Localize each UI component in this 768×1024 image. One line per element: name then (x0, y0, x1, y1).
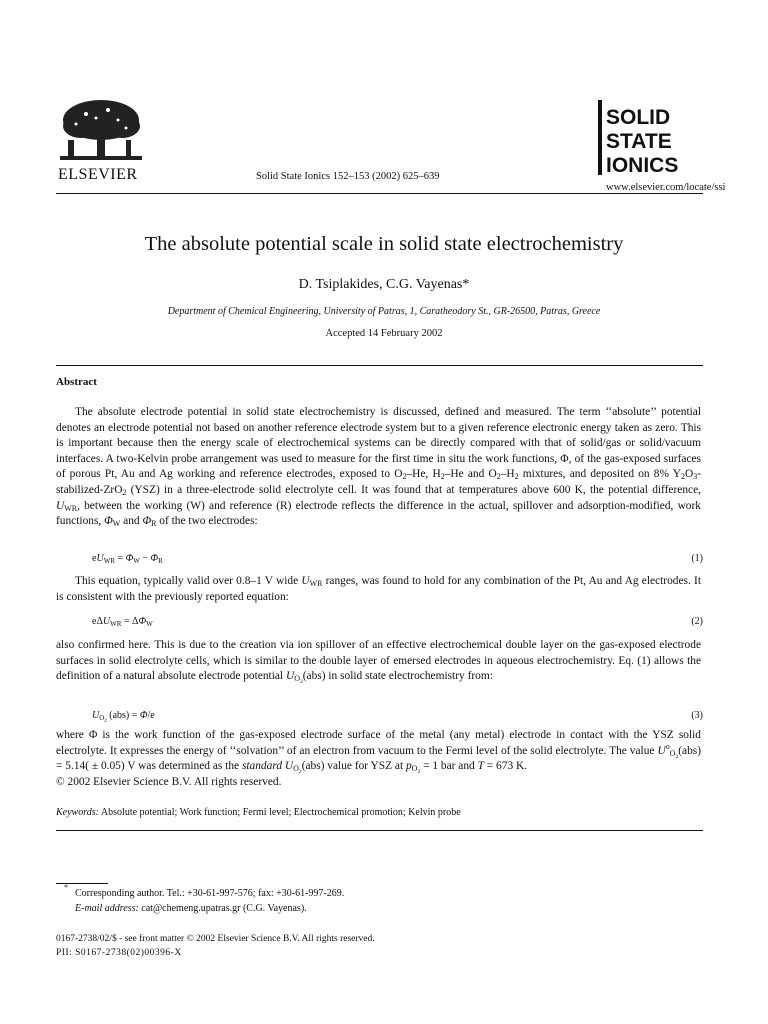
keywords (56, 807, 461, 818)
journal-logo-line: SOLID (606, 106, 671, 129)
abstract-paragraph: where Φ is the work function of the gas-exposed electrode surface of the metal (any metal) electrode in contact with the YSZ solid electrolyte. It expresses the energy of ‘‘solvation’’ of an electron from vacuum to the Fermi level of the solid electrolyte. The value $U^o_{O_2}(abs) = 5.14( \pm 0.05)$ V was determined as the standard $U_{O_2}(abs)$ value for YSZ at $p_{O_2} = 1$ bar and T = 673 K. © 2002 Elsevier Science B.V. All rights reserved. (56, 729, 702, 788)
accepted-date: Accepted 14 February 2002 (325, 328, 443, 339)
publisher-name: ELSEVIER (58, 166, 138, 183)
equation-2: $e\Delta U_{WR} = \Delta\Phi_W$ (2) (92, 616, 703, 628)
journal-logo-line: STATE (606, 130, 672, 153)
footnote-mark: * (64, 883, 68, 892)
abstract-paragraph: This equation, typically valid over 0.8–1 V wide $U_{WR}$ ranges, was found to hold for any combination of the Pt, Au and Ag electrodes. It is consistent with the previously reported equation: (56, 575, 701, 603)
equation-3: $U_{O_2}$ (abs) = Φ/e (3) (92, 710, 703, 724)
pii-line: PII: S0167-2738(02)00396-X (56, 948, 182, 958)
issn-line: 0167-2738/02/$ - see front matter © 2002 Elsevier Science B.V. All rights reserved. (56, 934, 375, 944)
journal-logo-bar (598, 100, 602, 175)
abstract-bottom-divider (56, 830, 703, 831)
journal-logo (606, 106, 678, 178)
email-link[interactable]: cat@chemeng.upatras.gr (C.G. Vayenas). (141, 903, 307, 914)
keywords-label: Keywords: (56, 807, 99, 818)
abstract-top-divider (56, 365, 703, 366)
authors: D. Tsiplakides, C.G. Vayenas* (298, 277, 470, 292)
affiliation: Department of Chemical Engineering, University of Patras, 1, Caratheodory St., GR-26500, Patras, Greece (167, 306, 601, 317)
keywords-text: Absolute potential; Work function; Fermi level; Electrochemical promotion; Kelvin probe (100, 807, 461, 818)
footnote-contact: Corresponding author. Tel.: +30-61-997-576; fax: +30-61-997-269. (75, 888, 345, 899)
equation-1: $eU_{WR} = \Phi_W - \Phi_R$ (1) (92, 553, 703, 565)
equation-number: (1) (691, 553, 703, 564)
abstract-paragraph: also confirmed here. This is due to the creation via ion spillover of an effective electrochemical double layer on the gas-exposed electrode surfaces in solid electrolyte cells, which is similar to the double layer of emersed electrodes in aqueous electrochemistry. Eq. (1) allows the definition of a natural absolute electrode potential $U_{O_2}(abs)$ in solid state electrochemistry from: (56, 639, 701, 686)
equation-number: (2) (691, 616, 703, 627)
journal-url-link[interactable]: www.elsevier.com/locate/ssi (606, 182, 726, 193)
corresponding-author-footnote (75, 886, 344, 916)
abstract-paragraph: The absolute electrode potential in solid state electrochemistry is discussed, defined and measured. The term ‘‘absolute’’ potential denotes an electrode potential not based on another reference electrode system but to a given reference electronic energy taken as zero. This is important because then the energy scale of electrochemical systems can be directly compared with that of solid/gas or solid/vacuum interfaces. A two-Kelvin probe arrangement was used to measure for the first time in situ the work functions, Φ, of the gas-exposed surfaces of porous Pt, Au and Ag working and reference electrodes, exposed to $O_2-He$, $H_2-He$ and $O_2-H_2$ mixtures, and deposited on 8% $Y_2O_3-stabilized-ZrO_2$ (YSZ) in a three-electrode solid electrolyte cell. It was found that at temperatures above 600 K, the potential difference, $U_{WR}$, between the working (W) and reference (R) electrode reflects the difference in the actual, spillover and adsorption-modified, work functions, $\Phi_W$ and $\Phi_R$ of the two electrodes: (56, 406, 701, 529)
copyright-notice: © 2002 Elsevier Science B.V. All rights reserved. (56, 775, 282, 788)
abstract-heading: Abstract (56, 376, 97, 388)
journal-logo-line: IONICS (606, 154, 679, 177)
email-label: E-mail address: (75, 903, 139, 914)
equation-number: (3) (691, 710, 703, 721)
publisher-tree-logo (56, 96, 146, 164)
paper-title: The absolute potential scale in solid state electrochemistry (144, 233, 624, 255)
header-divider (56, 193, 703, 194)
journal-citation: Solid State Ionics 152–153 (2002) 625–639 (256, 171, 440, 182)
